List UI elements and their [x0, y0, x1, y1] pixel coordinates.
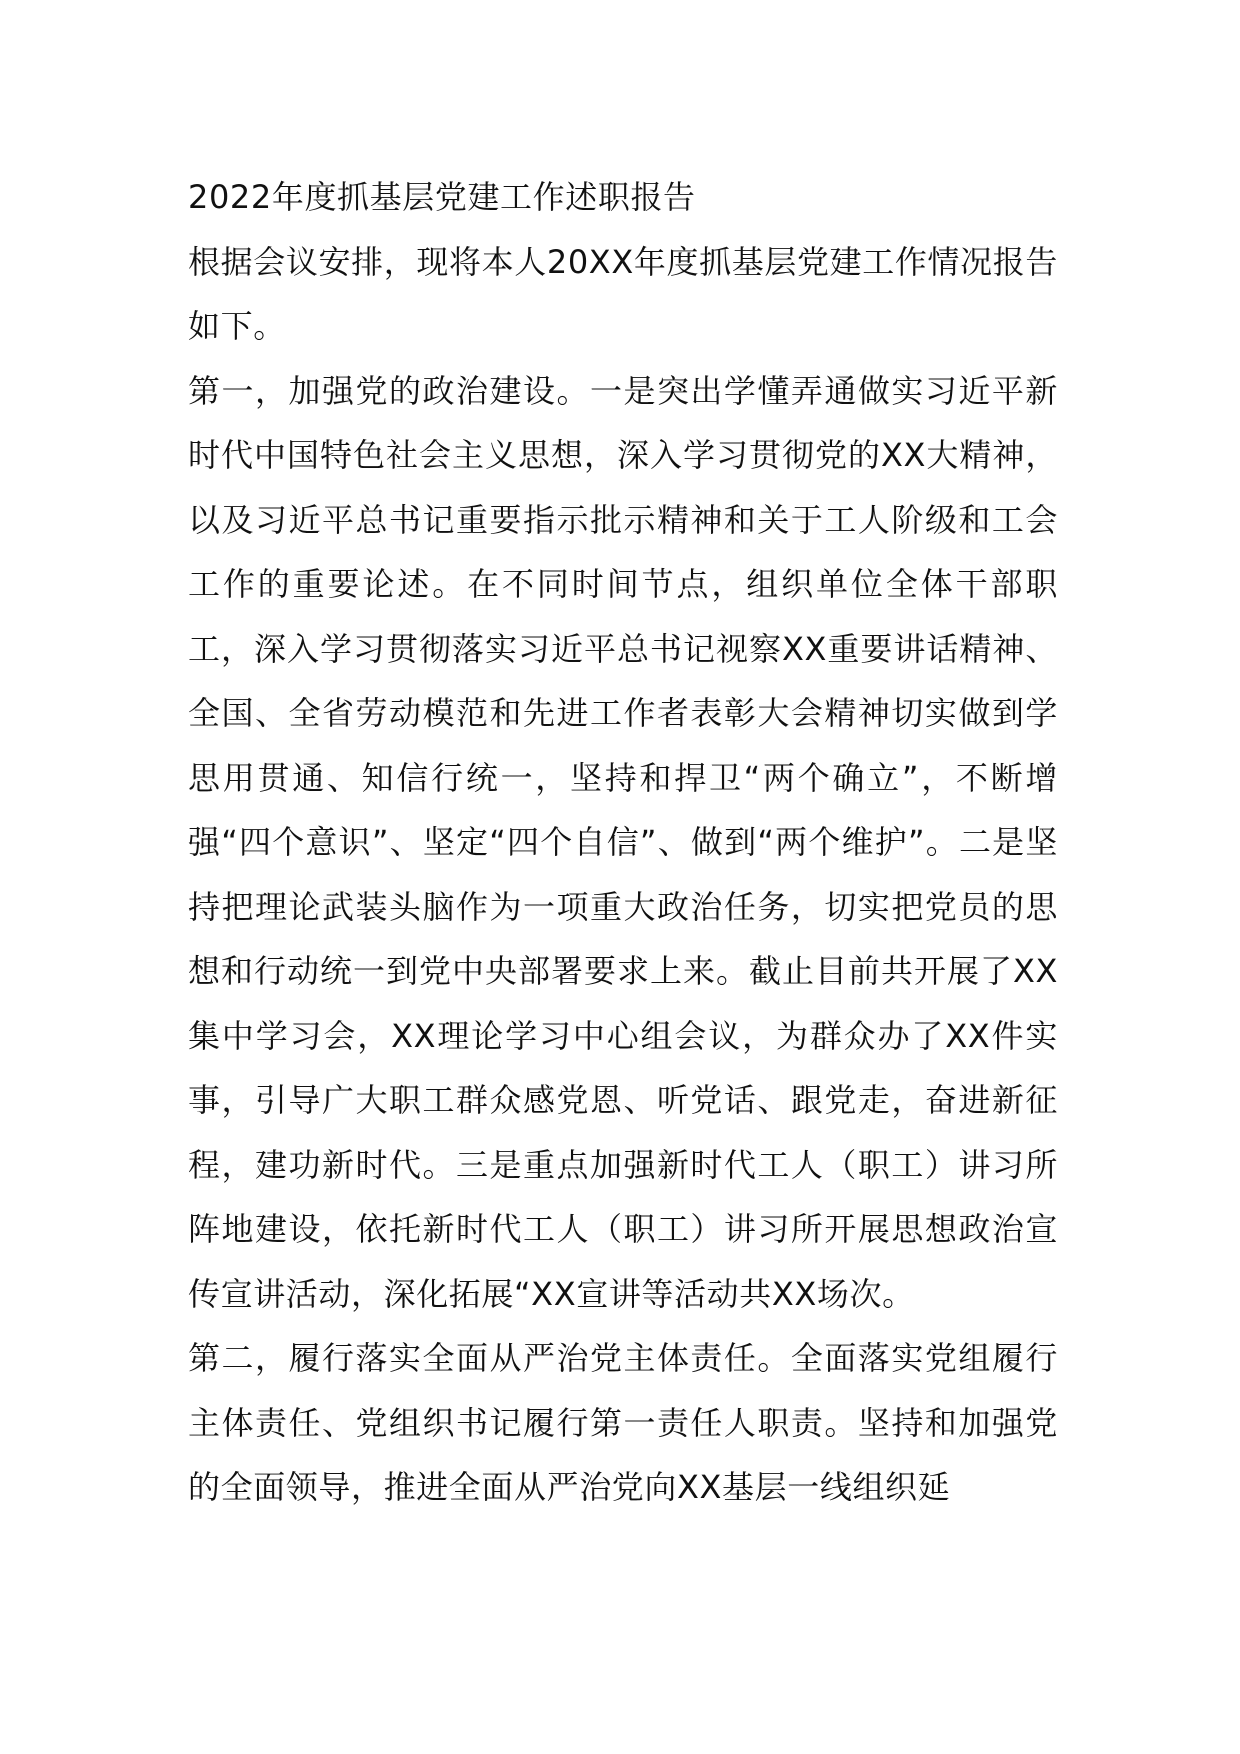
paragraph-responsibility: 第二，履行落实全面从严治党主体责任。全面落实党组履行主体责任、党组织书记履行第一责任人职责。坚持和加强党的全面领导，推进全面从严治党向XX基层一线组织延 [188, 1339, 1058, 1506]
paragraph-political-building: 第一，加强党的政治建设。一是突出学懂弄通做实习近平新时代中国特色社会主义思想，深入学习贯彻党的XX大精神，以及习近平总书记重要指示批示精神和关于工人阶级和工会工作的重要论述。在不同时间节点，组织单位全体干部职工，深入学习贯彻落实习近平总书记视察XX重要讲话精神、全国、全省劳动模范和先进工作者表彰大会精神切实做到学思用贯通、知信行统一，坚持和捍卫“两个确立”，不断增强“四个意识”、坚定“四个自信”、做到“两个维护”。二是坚持把理论武装头脑作为一项重大政治任务，切实把党员的思想和行动统一到党中央部署要求上来。截止目前共开展了XX集中学习会，XX理论学习中心组会议，为群众办了XX件实事，引导广大职工群众感党恩、听党话、跟党走，奋进新征程，建功新时代。三是重点加强新时代工人（职工）讲习所阵地建设，依托新时代工人（职工）讲习所开展思想政治宣传宣讲活动，深化拓展“XX宣讲等活动共XX场次。 [188, 371, 1058, 1313]
paragraph-intro: 根据会议安排，现将本人20XX年度抓基层党建工作情况报告如下。 [188, 242, 1058, 345]
document-title: 2022年度抓基层党建工作述职报告 [188, 178, 696, 216]
document-body [188, 165, 1058, 1520]
